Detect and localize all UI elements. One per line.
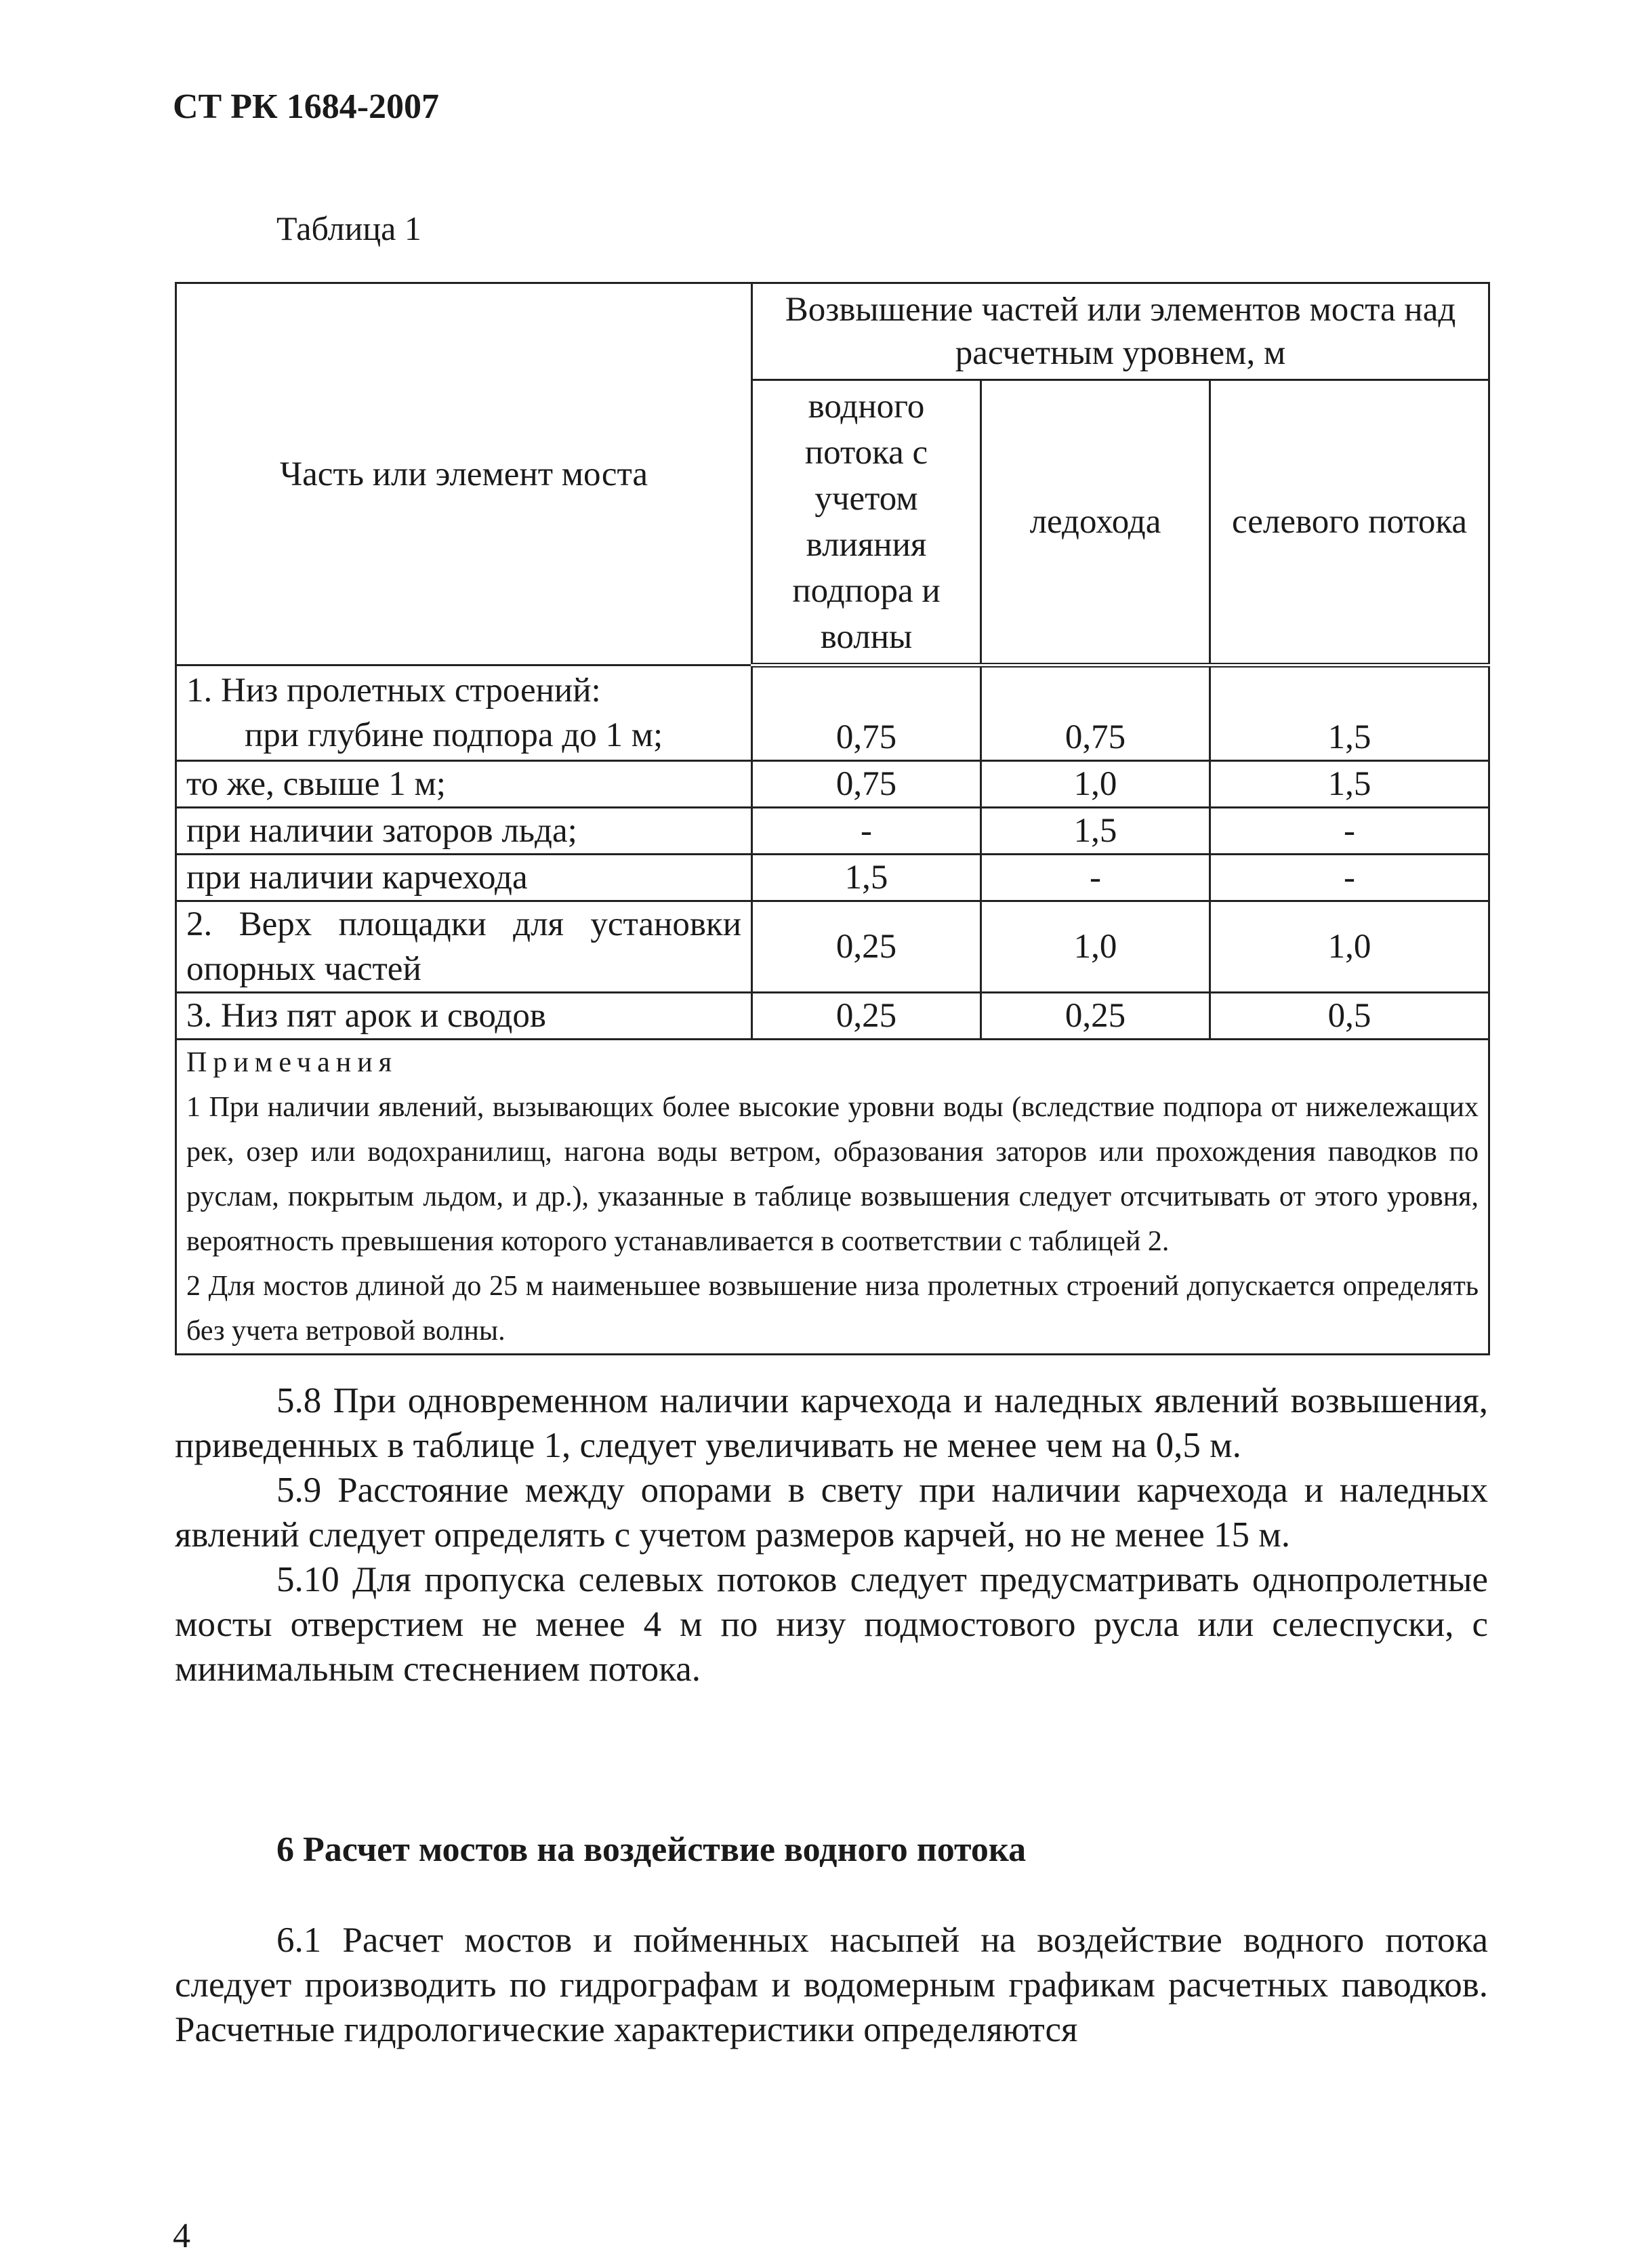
cell-value: 0,25 xyxy=(752,901,981,993)
cell-value: 0,75 xyxy=(752,761,981,808)
section-6-heading: 6 Расчет мостов на воздействие водного потока xyxy=(276,1830,1027,1869)
cell-value: - xyxy=(752,808,981,855)
cell-value: 1,5 xyxy=(752,855,981,901)
cell-value: 0,5 xyxy=(1210,993,1489,1040)
subheader-mudflow: селевого потока xyxy=(1210,380,1489,665)
table-row xyxy=(176,855,1489,901)
cell-value: 1,5 xyxy=(981,808,1210,855)
subheader-water-flow: водного потока с учетом влияния подпора и волны xyxy=(752,380,981,665)
row-label: при наличии карчехода xyxy=(176,855,752,901)
row-label-line: опорных частей xyxy=(186,950,421,988)
paragraph-5-8: 5.8 При одновременном наличии карчехода и наледных явлений возвышения, приведенных в таблице 1, следует увеличивать не менее чем на 0,5 м. xyxy=(175,1381,1488,1465)
cell-value: 1,5 xyxy=(1210,761,1489,808)
cell-value: 1,0 xyxy=(981,901,1210,993)
row-label: при наличии заторов льда; xyxy=(176,808,752,855)
paragraphs-5 xyxy=(175,1378,1488,1691)
row-sublabel: при глубине подпора до 1 м; xyxy=(245,716,663,754)
paragraph-5-10: 5.10 Для пропуска селевых потоков следует предусматривать однопролетные мосты отверстием не менее 4 м по низу подмостового русла или селеспуски, с минимальным стеснением потока. xyxy=(175,1560,1488,1689)
table-row xyxy=(176,993,1489,1040)
table-row xyxy=(176,761,1489,808)
header-elevation-group: Возвышение частей или элементов моста над расчетным уровнем, м xyxy=(752,283,1489,380)
row-label xyxy=(176,665,752,761)
row-group-title: 1. Низ пролетных строений: xyxy=(186,672,601,710)
row-label xyxy=(176,901,752,993)
subheader-ice-drift: ледохода xyxy=(981,380,1210,665)
cell-value: 1,5 xyxy=(1210,665,1489,761)
table-notes-row xyxy=(176,1040,1489,1355)
table-row xyxy=(176,665,1489,761)
table-notes xyxy=(176,1040,1489,1355)
table-row xyxy=(176,901,1489,993)
table-row xyxy=(176,808,1489,855)
row-label: то же, свыше 1 м; xyxy=(176,761,752,808)
cell-value: 1,0 xyxy=(1210,901,1489,993)
table-header-row xyxy=(176,283,1489,380)
cell-value: - xyxy=(1210,855,1489,901)
document-code: СТ РК 1684-2007 xyxy=(173,87,440,126)
notes-title: Примечания xyxy=(186,1047,398,1078)
row-label: 3. Низ пят арок и сводов xyxy=(176,993,752,1040)
cell-value: 1,0 xyxy=(981,761,1210,808)
cell-value: - xyxy=(981,855,1210,901)
header-element-column: Часть или элемент моста xyxy=(176,283,752,665)
note-1: 1 При наличии явлений, вызывающих более высокие уровни воды (вследствие подпора от нижележащих рек, озер или водохранилищ, нагона воды ветром, образования заторов или прохождения паводков по руслам, покрытым льдом, и др.), указанные в таблице возвышения следует отсчитывать от этого уровня, вероятность превышения которого устанавливается в соответствии с таблицей 2. xyxy=(186,1092,1479,1257)
cell-value: 0,75 xyxy=(752,665,981,761)
cell-value: - xyxy=(1210,808,1489,855)
table-caption: Таблица 1 xyxy=(276,209,421,247)
cell-value: 0,25 xyxy=(752,993,981,1040)
note-2: 2 Для мостов длиной до 25 м наименьшее возвышение низа пролетных строений допускается определять без учета ветровой волны. xyxy=(186,1271,1479,1347)
paragraphs-6 xyxy=(175,1918,1488,2052)
row-label-line: 2. Верх площадки для установки xyxy=(186,905,741,943)
elevation-table xyxy=(175,282,1490,1355)
cell-value: 0,75 xyxy=(981,665,1210,761)
page-number: 4 xyxy=(173,2217,190,2255)
paragraph-5-9: 5.9 Расстояние между опорами в свету при наличии карчехода и наледных явлений следует определять с учетом размеров карчей, но не менее 15 м. xyxy=(175,1471,1488,1555)
cell-value: 0,25 xyxy=(981,993,1210,1040)
paragraph-6-1: 6.1 Расчет мостов и пойменных насыпей на воздействие водного потока следует производить по гидрографам и водомерным графикам расчетных паводков. Расчетные гидрологические характеристики определяются xyxy=(175,1921,1488,2049)
